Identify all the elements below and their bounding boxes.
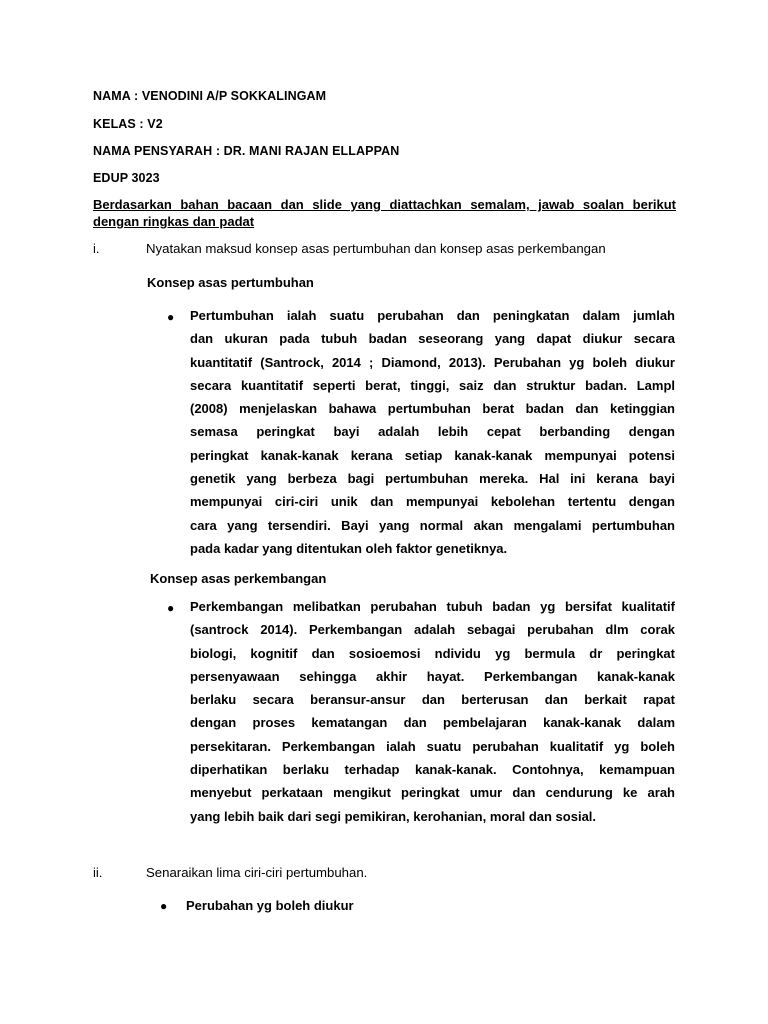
question-1-number: i. xyxy=(93,241,100,256)
paragraph-line: mempunyai ciri-ciri unik dan mempunyai kebolehan tertentu dengan xyxy=(190,494,675,510)
paragraph-line: dengan proses kematangan dan pembelajaran kanak-kanak dalam xyxy=(190,715,675,731)
section-heading-pertumbuhan: Konsep asas pertumbuhan xyxy=(147,275,314,290)
question-1-text: Nyatakan maksud konsep asas pertumbuhan dan konsep asas perkembangan xyxy=(146,241,606,256)
paragraph-line: semasa peringkat bayi adalah lebih cepat berbanding dengan xyxy=(190,424,675,440)
paragraph-line: menyebut perkataan mengikut peringkat umur dan cendurung ke arah xyxy=(190,785,675,801)
paragraph-line: pada kadar yang ditentukan oleh faktor genetiknya. xyxy=(190,540,508,556)
paragraph-perkembangan xyxy=(190,595,675,828)
paragraph-line: (2008) menjelaskan bahawa pertumbuhan berat badan dan ketinggian xyxy=(190,401,675,417)
bullet-icon: ● xyxy=(160,899,168,913)
paragraph-pertumbuhan xyxy=(190,304,675,560)
paragraph-line: (santrock 2014). Perkembangan adalah sebagai perubahan dlm corak xyxy=(190,622,675,638)
class-label: KELAS : V2 xyxy=(93,117,163,131)
paragraph-line: persenyawaan sehingga akhir hayat. Perkembangan kanak-kanak xyxy=(190,668,675,684)
lecturer-name: NAMA PENSYARAH : DR. MANI RAJAN ELLAPPAN xyxy=(93,144,400,158)
question-2-text: Senaraikan lima ciri-ciri pertumbuhan. xyxy=(146,865,368,880)
paragraph-line: persekitaran. Perkembangan ialah suatu perubahan kualitatif yg boleh xyxy=(190,738,675,754)
list-item: Perubahan yg boleh diukur xyxy=(186,898,354,913)
instruction-text: Berdasarkan bahan bacaan dan slide yang diattachkan semalam, jawab soalan berikut dengan ringkas dan padat xyxy=(93,197,676,229)
paragraph-line: biologi, kognitif dan sosioemosi ndividu yg bermula dr peringkat xyxy=(190,645,675,661)
course-code: EDUP 3023 xyxy=(93,171,160,185)
paragraph-line: secara kuantitatif seperti berat, tinggi, saiz dan struktur badan. Lampl xyxy=(190,377,675,393)
paragraph-line: Perkembangan melibatkan perubahan tubuh badan yg bersifat kualitatif xyxy=(190,599,675,614)
bullet-icon: ● xyxy=(167,310,175,324)
section-heading-perkembangan: Konsep asas perkembangan xyxy=(150,571,327,586)
paragraph-line: peringkat kanak-kanak kerana setiap kanak-kanak mempunyai potensi xyxy=(190,447,675,463)
student-name: NAMA : VENODINI A/P SOKKALINGAM xyxy=(93,89,327,103)
paragraph-line: dan ukuran pada tubuh badan seseorang yang dapat diukur secara xyxy=(190,331,675,347)
paragraph-line: diperhatikan berlaku terhadap kanak-kanak. Contohnya, kemampuan xyxy=(190,762,675,778)
paragraph-line: genetik yang berbeza bagi pertumbuhan mereka. Hal ini kerana bayi xyxy=(190,471,675,487)
paragraph-line: kuantitatif (Santrock, 2014 ; Diamond, 2013). Perubahan yg boleh diukur xyxy=(190,354,675,370)
paragraph-line: berlaku secara beransur-ansur dan berterusan dan berkait rapat xyxy=(190,692,675,708)
paragraph-line: yang lebih baik dari segi pemikiran, kerohanian, moral dan sosial. xyxy=(190,808,597,824)
paragraph-line: cara yang tersendiri. Bayi yang normal akan mengalami pertumbuhan xyxy=(190,517,675,533)
bullet-icon: ● xyxy=(167,601,175,615)
question-2-number: ii. xyxy=(93,865,103,880)
paragraph-line: Pertumbuhan ialah suatu perubahan dan peningkatan dalam jumlah xyxy=(190,308,675,323)
